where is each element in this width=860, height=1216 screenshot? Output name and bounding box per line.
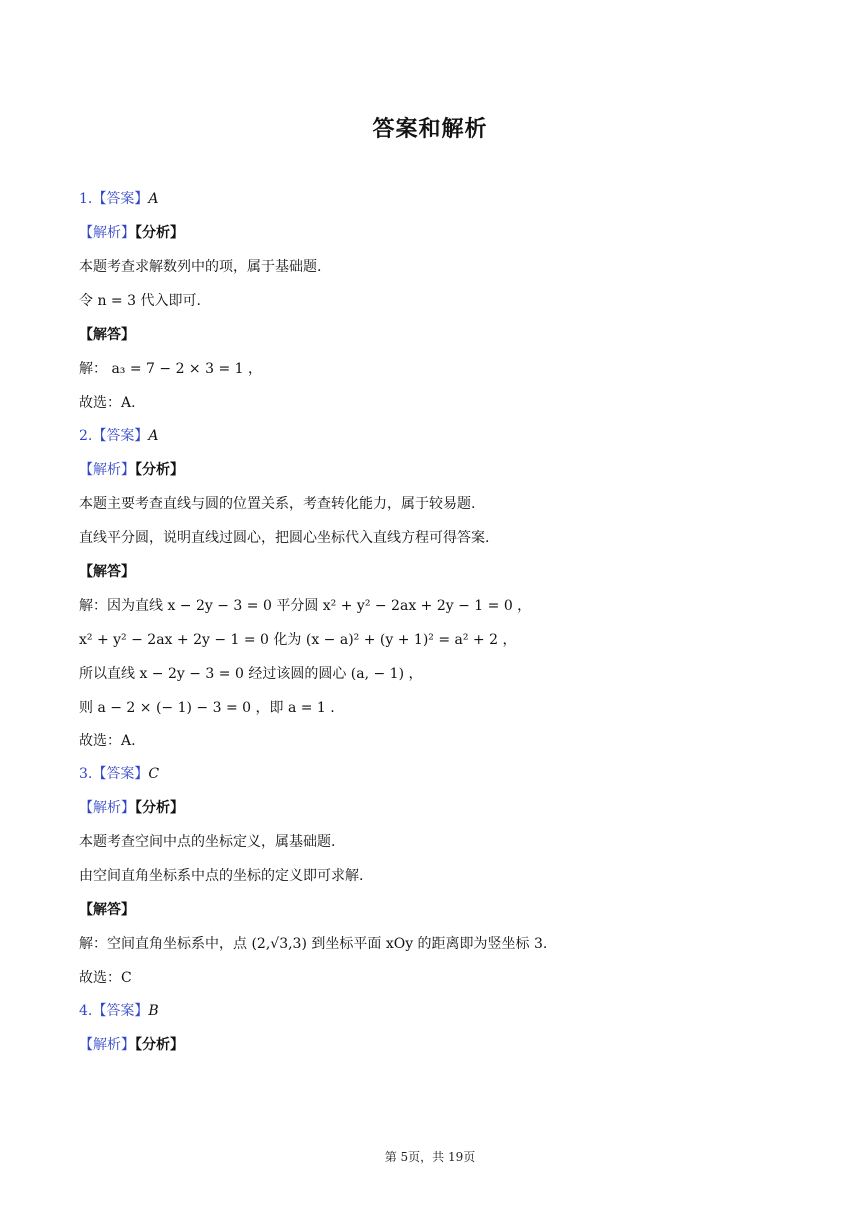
q3-answer-line <box>79 764 159 784</box>
q1-answer-line <box>79 189 158 209</box>
q1-fenxi-label: 【分析】 <box>135 225 184 241</box>
q3-analysis-1: 本题考查空间中点的坐标定义，属基础题. <box>79 834 336 850</box>
q4-answer-label: 【答案】 <box>92 1003 149 1019</box>
q3-jiexi-label: 【解析】 <box>79 800 135 816</box>
q2-solution-4: 则 a − 2 × (− 1) − 3 = 0 ，即 a = 1 . <box>79 700 335 716</box>
q3-solution-1: 解：空间直角坐标系中，点 (2,√3,3) 到坐标平面 xOy 的距离即为竖坐标 3. <box>79 936 548 952</box>
q3-answer: C <box>148 766 160 782</box>
q4-jiexi-line <box>79 1035 184 1055</box>
q2-number: 2. <box>79 428 93 444</box>
q2-answer-line <box>79 426 158 446</box>
q3-analysis-2: 由空间直角坐标系中点的坐标的定义即可求解. <box>79 868 364 884</box>
q1-jiexi-label: 【解析】 <box>79 225 135 241</box>
q1-answer-label: 【答案】 <box>92 191 149 207</box>
q1-analysis-1: 本题考查求解数列中的项，属于基础题. <box>79 259 322 275</box>
q2-jiexi-line <box>79 460 184 480</box>
q2-solution-3: 所以直线 x − 2y − 3 = 0 经过该圆的圆心 (a, − 1) ， <box>79 666 423 682</box>
q2-solution-2: x² + y² − 2ax + 2y − 1 = 0 化为 (x − a)² + (y + 1)² = a² + 2 ， <box>79 632 517 648</box>
q3-answer-label: 【答案】 <box>92 766 149 782</box>
q1-number: 1. <box>79 191 93 207</box>
q2-answer: A <box>148 428 159 444</box>
q2-answer-label: 【答案】 <box>92 428 149 444</box>
q3-jiexi-line <box>79 798 184 818</box>
page-footer: 第 5页，共 19页 <box>384 1150 476 1164</box>
q2-analysis-1: 本题主要考查直线与圆的位置关系，考查转化能力，属于较易题. <box>79 496 476 512</box>
q3-fenxi-label: 【分析】 <box>135 800 184 816</box>
q1-answer: A <box>148 191 159 207</box>
q4-fenxi-label: 【分析】 <box>135 1037 184 1053</box>
q2-solution-1: 解：因为直线 x − 2y − 3 = 0 平分圆 x² + y² − 2ax + 2y − 1 = 0 ， <box>79 598 532 614</box>
q3-jieda-label: 【解答】 <box>79 902 135 918</box>
q2-solution-5: 故选：A. <box>79 733 136 749</box>
q1-jiexi-line <box>79 223 184 243</box>
q2-analysis-2: 直线平分圆，说明直线过圆心，把圆心坐标代入直线方程可得答案. <box>79 530 490 546</box>
q1-solution-1: 解： a₃ = 7 − 2 × 3 = 1 ， <box>79 361 263 377</box>
q4-answer-line <box>79 1001 159 1021</box>
q4-jiexi-label: 【解析】 <box>79 1037 135 1053</box>
q2-fenxi-label: 【分析】 <box>135 462 184 478</box>
page-title: 答案和解析 <box>372 117 488 142</box>
q1-solution-2: 故选：A. <box>79 395 136 411</box>
q3-number: 3. <box>79 766 93 782</box>
q2-jieda-label: 【解答】 <box>79 564 135 580</box>
q4-answer: B <box>148 1003 159 1019</box>
q1-analysis-2: 令 n = 3 代入即可. <box>79 293 201 309</box>
q1-jieda-label: 【解答】 <box>79 327 135 343</box>
q3-solution-2: 故选：C <box>79 970 132 986</box>
q2-jiexi-label: 【解析】 <box>79 462 135 478</box>
q4-number: 4. <box>79 1003 93 1019</box>
